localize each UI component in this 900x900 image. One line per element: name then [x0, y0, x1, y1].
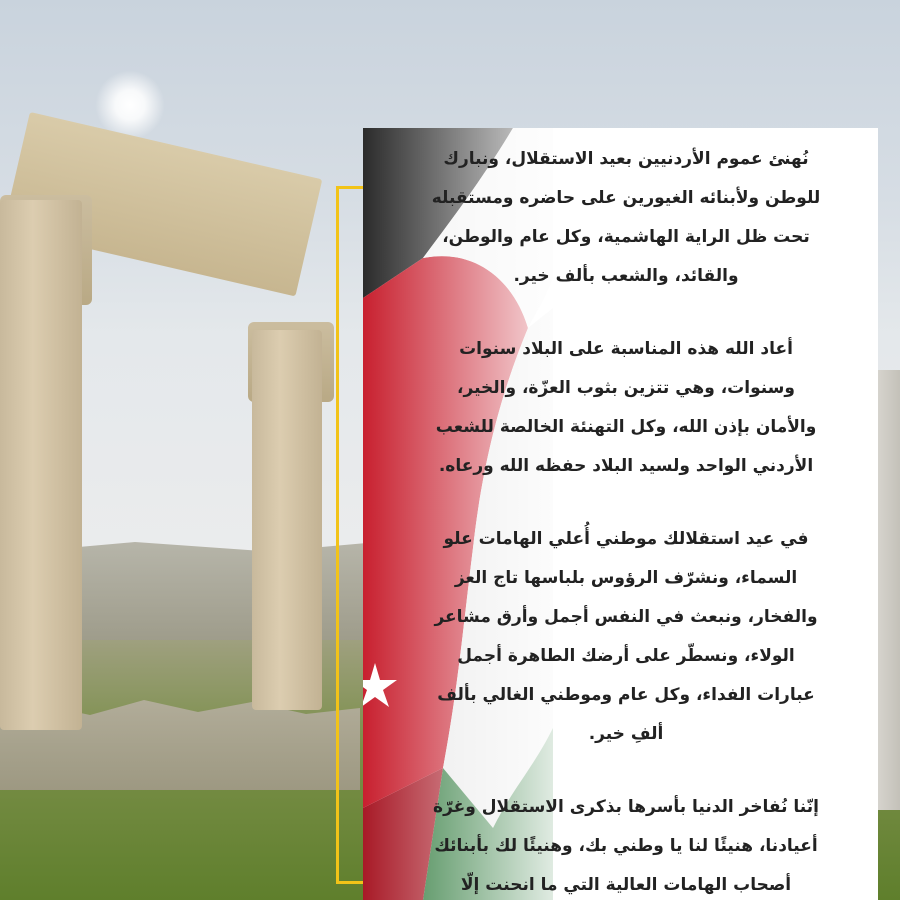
gold-accent-bracket [336, 186, 366, 884]
right-roman-column [252, 330, 322, 710]
right-stone-edge [875, 370, 900, 810]
greeting-paragraph-4: إنّنا نُفاخر الدنيا بأسرها بذكرى الاستقلال وغرّة أعيادنا، هنيئًا لنا يا وطني بك، وهنيئًا لك بأبنائك أصحاب الهامات العالية التي ما انحنت إلّا [433, 797, 819, 895]
greeting-paragraph-1: نُهنئ عموم الأردنيين بعيد الاستقلال، ونبارك للوطن ولأبنائه الغيورين على حاضره ومستقبله تحت ظل الراية الهاشمية، وكل عام والوطن، والقائد، والشعب بألف خير. [431, 149, 821, 286]
greeting-text-block [431, 140, 821, 900]
left-roman-column [0, 200, 82, 730]
greeting-paragraph-3: في عيد استقلالك موطني أُعلي الهامات علو السماء، ونشرّف الرؤوس بلباسها تاج العز والفخار، ونبعث في النفس أجمل وأرق مشاعر الولاء، ونسطّر على أرضك الطاهرة أجمل عبارات الفداء، وكل عام وموطني الغالي بألف ألفِ خير. [434, 529, 818, 744]
message-card [363, 128, 878, 900]
greeting-paragraph-2: أعاد الله هذه المناسبة على البلاد سنوات وسنوات، وهي تتزين بثوب العزّة، والخير، والأمان بإذن الله، وكل التهنئة الخالصة للشعب الأردني الواحد ولسيد البلاد حفظه الله ورعاه. [435, 339, 817, 476]
